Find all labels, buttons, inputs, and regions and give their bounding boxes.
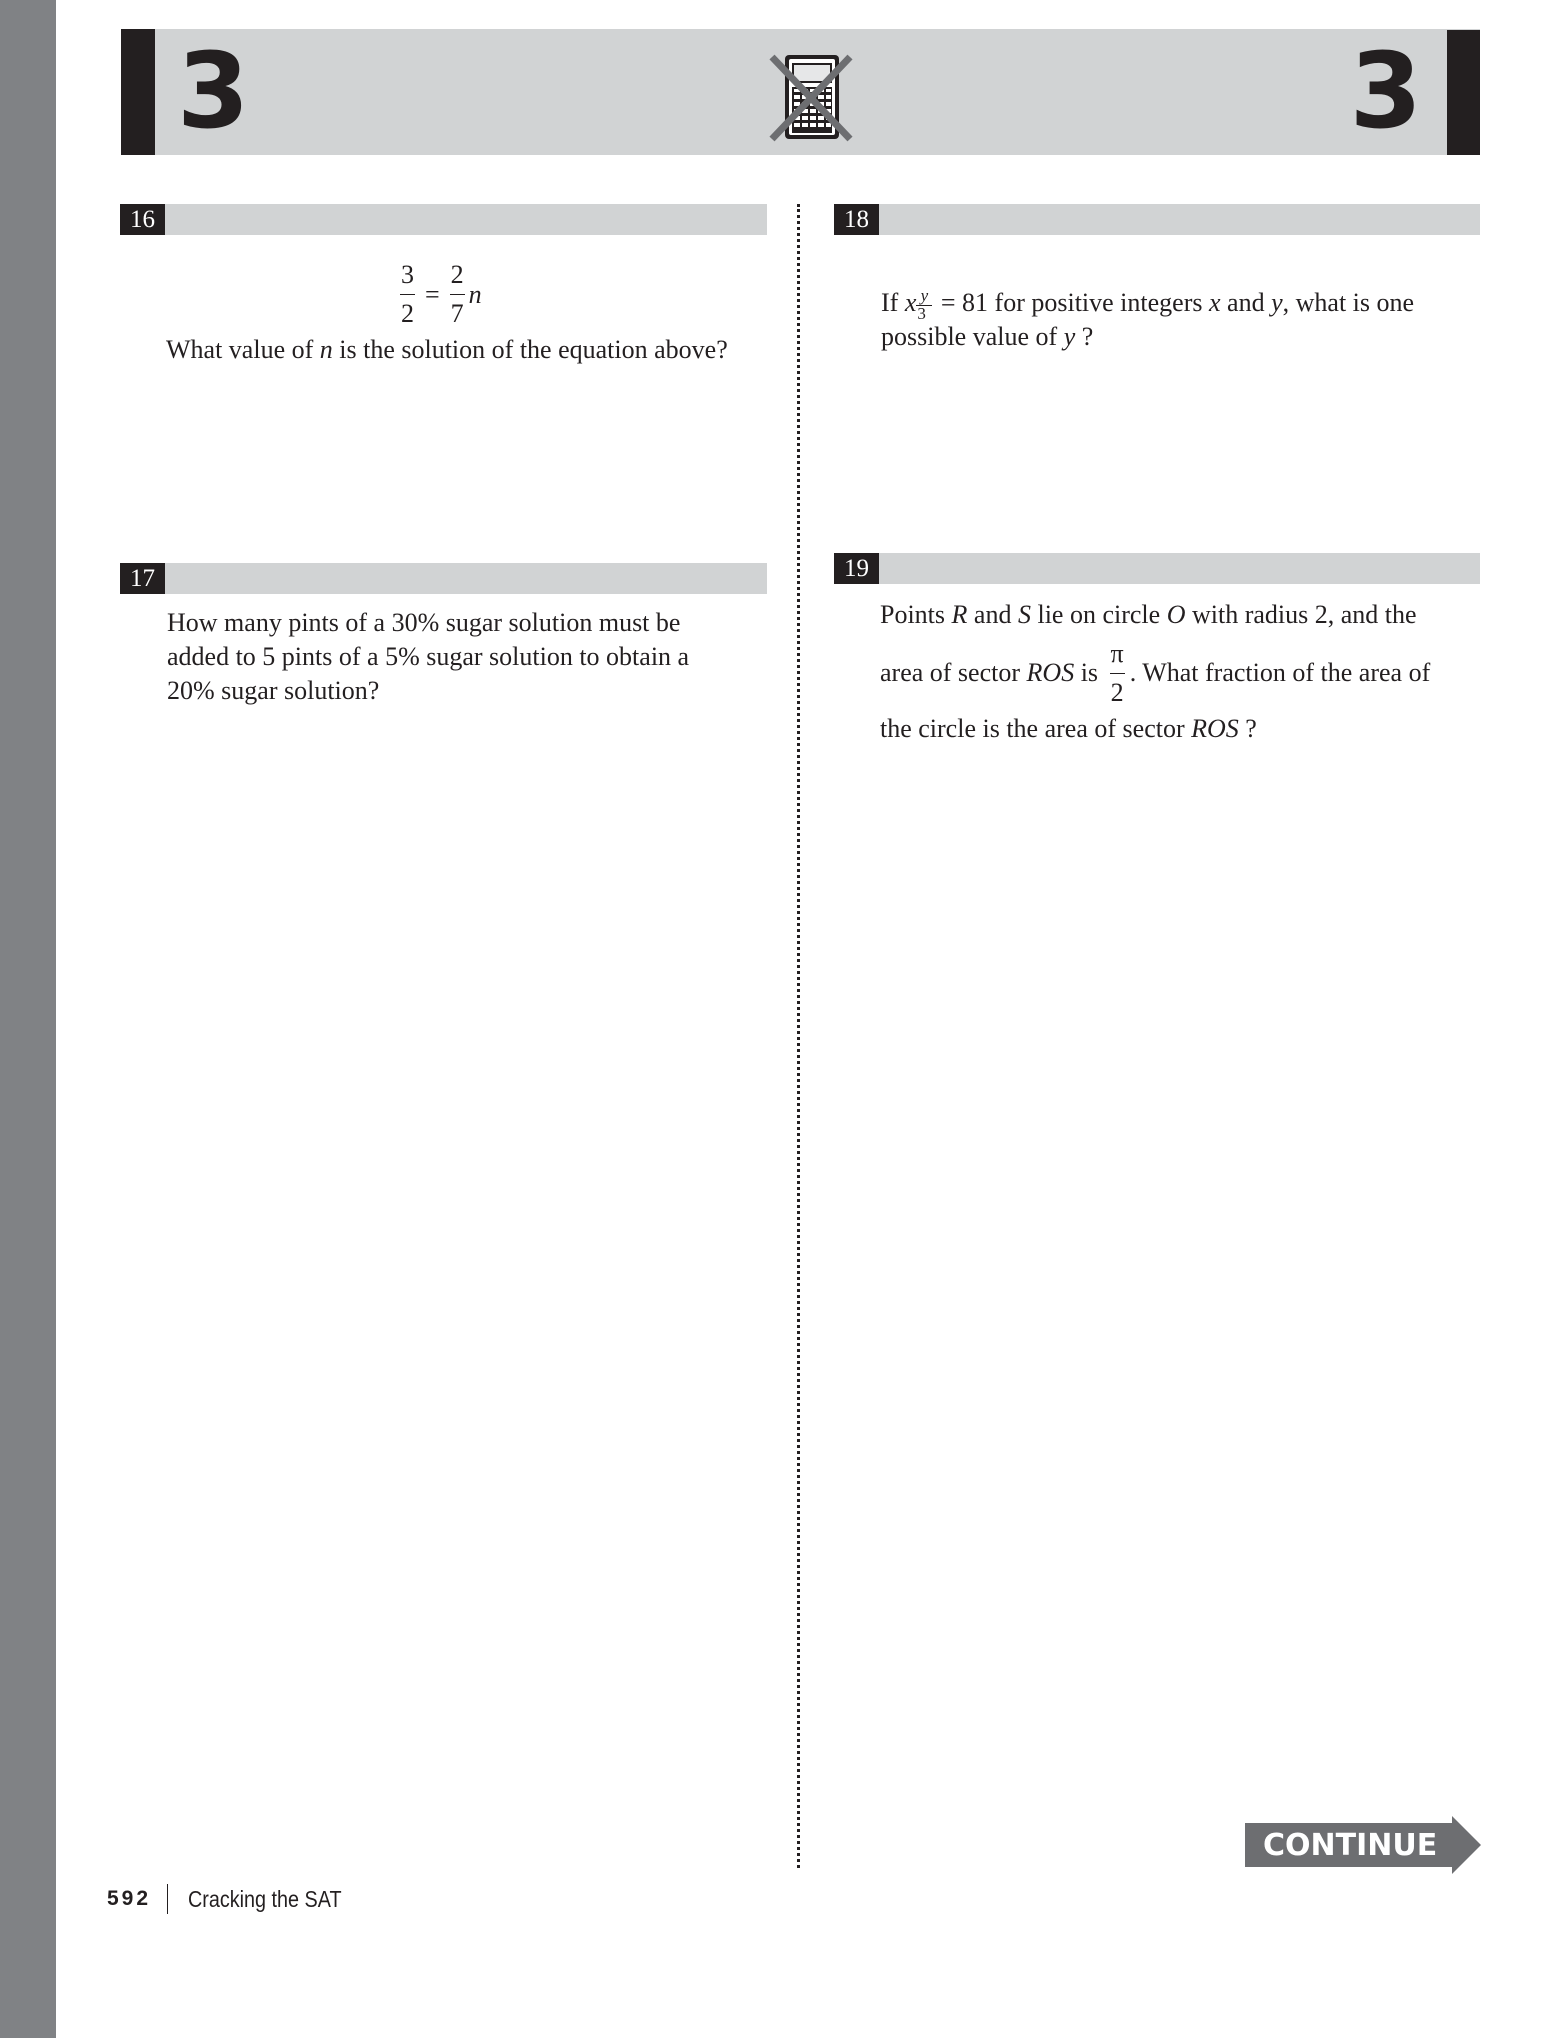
question-number-badge: 16 xyxy=(120,204,165,235)
question-16-header xyxy=(120,204,767,235)
column-divider xyxy=(797,204,800,1868)
question-number-badge: 17 xyxy=(120,563,165,594)
question-18-header xyxy=(834,204,1480,235)
page-edge-strip xyxy=(0,0,56,2038)
book-title: Cracking the SAT xyxy=(188,1885,342,1912)
header-right-bar xyxy=(1447,30,1480,155)
question-number-badge: 18 xyxy=(834,204,879,235)
question-19-header xyxy=(834,553,1480,584)
fraction: $\frac{3}{2}$ xyxy=(401,260,414,328)
section-number-left: 3 xyxy=(177,30,248,152)
question-17-text: How many pints of a 30% sugar solution must be added to 5 pints of a 5% sugar solution to obtain a 20% sugar solution? xyxy=(167,608,690,705)
fraction-pi-over-2: $\frac{\pi}{2}$ xyxy=(1110,638,1124,707)
section-header xyxy=(121,29,1480,155)
question-19-text: Points R and S lie on circle O with radius 2, and the area of sector ROS is $\frac{\pi}{2}$ . What fraction of the area of the circle is the area of sector ROS ? xyxy=(880,600,1431,743)
question-17-header xyxy=(120,563,767,594)
question-number-badge: 19 xyxy=(834,553,879,584)
no-calculator-icon xyxy=(766,53,856,143)
section-number-right: 3 xyxy=(1349,30,1420,152)
continue-label: CONTINUE xyxy=(1263,1828,1438,1863)
fraction: $\frac{2}{7}$ xyxy=(450,260,464,328)
question-18-text: If x $\frac{y}{3}$ = 81 for positive integers x and y, what is one possible value of y ? xyxy=(881,286,1415,351)
exponent-numerator: y xyxy=(916,287,932,306)
footer-divider xyxy=(167,1884,168,1914)
header-left-bar xyxy=(121,29,155,155)
question-16-equation: $\frac{3}{2}$ = $\frac{2}{7}$ n xyxy=(401,260,482,328)
continue-button[interactable] xyxy=(1245,1816,1481,1874)
exponent-denominator: 3 xyxy=(917,304,926,323)
question-16-text: What value of n is the solution of the equation above? xyxy=(166,335,728,364)
page-number: 592 xyxy=(107,1887,152,1910)
page-footer xyxy=(107,1884,367,1914)
